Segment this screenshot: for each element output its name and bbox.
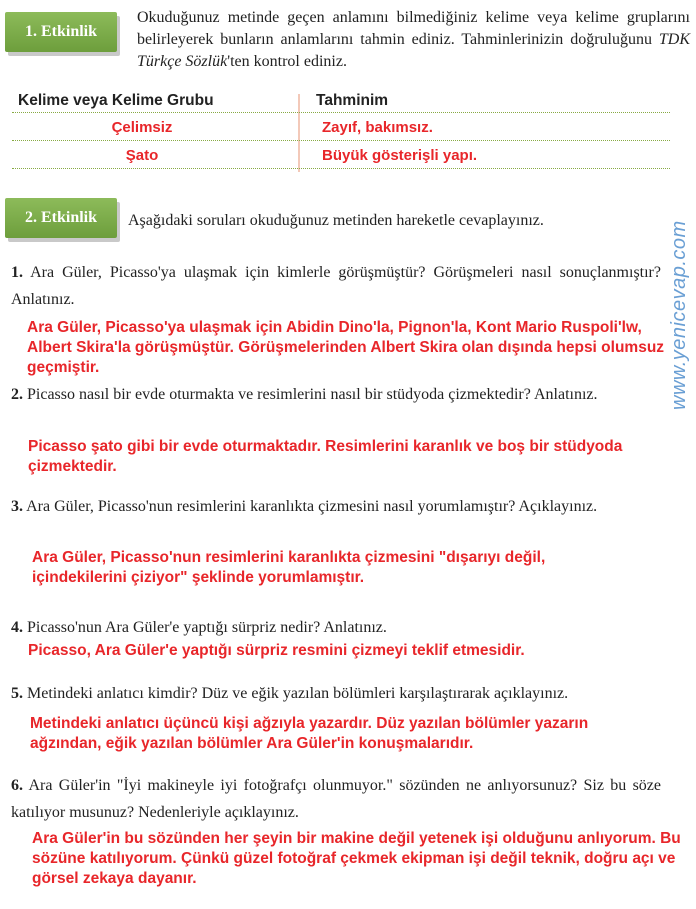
question-text: Picasso nasıl bir evde oturmakta ve resimlerini nasıl bir stüdyoda çizmektedir? Anlatınız. (27, 386, 598, 403)
activity-1-instructions (137, 7, 690, 73)
question-number: 5. (11, 685, 23, 702)
activity-2-badge: 2. Etkinlik (5, 198, 117, 238)
intro-dictionary-title: TDK Türkçe Sözlük (137, 31, 690, 70)
question-text: Ara Güler, Picasso'ya ulaşmak için kimlerle görüşmüştür? Görüşmeleri nasıl sonuçlanmıştır? Anlatınız. (11, 264, 661, 308)
table-row (12, 113, 670, 141)
question-text: Ara Güler, Picasso'nun resimlerini karanlıkta çizmesini nasıl yorumlamıştır? Açıklayınız. (26, 498, 598, 515)
question-text: Picasso'nun Ara Güler'e yaptığı sürpriz nedir? Anlatınız. (27, 619, 387, 636)
vocabulary-table (12, 90, 670, 169)
question-number: 1. (11, 264, 23, 281)
activity-2-instructions: Aşağıdaki soruları okuduğunuz metinden hareketle cevaplayınız. (128, 212, 544, 229)
table-header (12, 90, 670, 113)
header-word: Kelime veya Kelime Grubu (18, 92, 214, 109)
row-guess: Büyük gösterişli yapı. (322, 147, 478, 164)
question-2 (11, 381, 661, 408)
question-4 (11, 614, 661, 641)
answer-5: Metindeki anlatıcı üçüncü kişi ağzıyla yazardır. Düz yazılan bölümler yazarın ağzından, eğik yazılan bölümler Ara Güler'in konuşmalarıdır. (30, 715, 589, 752)
question-5 (11, 680, 661, 707)
site-watermark: www.yenicevap.com (668, 220, 690, 410)
answer-3: Ara Güler, Picasso'nun resimlerini karanlıkta çizmesini "dışarıyı değil, içindekilerini çiziyor" şeklinde yorumlamıştır. (32, 549, 546, 586)
question-number: 3. (11, 498, 23, 515)
intro-text-1: Okuduğunuz metinde geçen anlamını bilmediğiniz kelime veya kelime gruplarını belirleyerek bunların anlamlarını tahmin ediniz. Tahminlerinizin doğruluğunu (137, 9, 690, 48)
table-row (12, 141, 670, 169)
question-6 (11, 772, 661, 826)
answer-2: Picasso şato gibi bir evde oturmaktadır. Resimlerini karanlık ve boş bir stüdyoda çizmektedir. (28, 438, 623, 475)
activity-1-badge: 1. Etkinlik (5, 12, 117, 52)
question-text: Metindeki anlatıcı kimdir? Düz ve eğik yazılan bölümleri karşılaştırarak açıklayınız. (27, 685, 569, 702)
question-number: 2. (11, 386, 23, 403)
intro-text-2: 'ten kontrol ediniz. (227, 53, 347, 70)
question-3 (11, 493, 661, 520)
question-number: 4. (11, 619, 23, 636)
question-text: Ara Güler'in "İyi makineyle iyi fotoğrafçı olunmuyor." sözünden ne anlıyorsunuz? Siz bu söze katılıyor musunuz? Nedenleriyle açıklayınız. (11, 777, 661, 821)
header-guess: Tahminim (316, 92, 389, 109)
answer-1: Ara Güler, Picasso'ya ulaşmak için Abidin Dino'la, Pignon'la, Kont Mario Ruspoli'lw, Albert Skira'la görüşmüştür. Görüşmelerinden Albert Skira olan dışında hepsi olumsuz geçmiştir. (27, 319, 665, 376)
row-word: Çelimsiz (111, 119, 173, 136)
answer-6: Ara Güler'in bu sözünden her şeyin bir makine değil yetenek işi olduğunu anlıyorum. Bu sözüne katılıyorum. Çünkü güzel fotoğraf çekmek ekipman işi değil teknik, doğru açı ve görsel zekaya dayanır. (32, 830, 681, 887)
answer-4: Picasso, Ara Güler'e yaptığı sürpriz resmini çizmeyi teklif etmesidir. (28, 642, 525, 659)
question-number: 6. (11, 777, 23, 794)
row-word: Şato (125, 147, 159, 164)
question-1 (11, 259, 661, 313)
row-guess: Zayıf, bakımsız. (322, 119, 433, 136)
